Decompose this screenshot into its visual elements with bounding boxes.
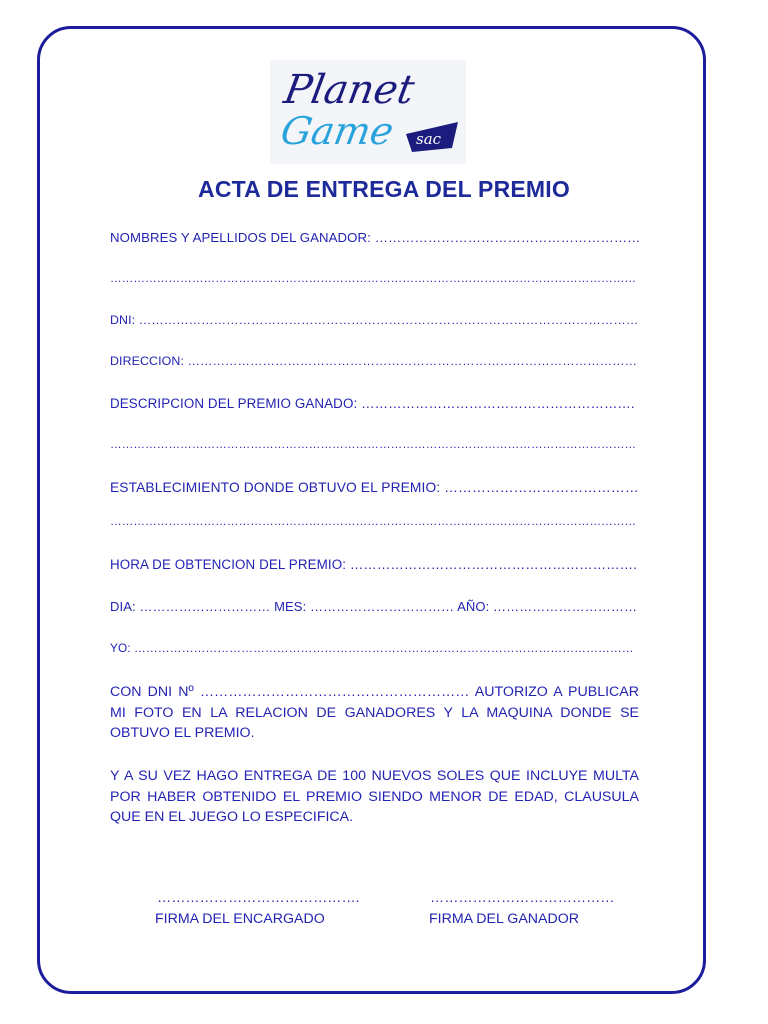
paragraph-entrega: Y A SU VEZ HAGO ENTREGA DE 100 NUEVOS SOLES QUE INCLUYE MULTA POR HABER OBTENIDO EL PREMIO SIENDO MENOR DE EDAD, CLAUSULA QUE EN EL JUEGO LO ESPECIFICA. bbox=[110, 768, 639, 825]
signature-line-encargado: ……………………………………. bbox=[157, 890, 360, 906]
field-nombres-continuation: ……………………………………………………………………………………………………………………… bbox=[110, 272, 637, 285]
logo-graphic bbox=[270, 60, 466, 164]
field-descripcion: DESCRIPCION DEL PREMIO GANADO: ……………………………………………………. bbox=[110, 396, 635, 411]
field-establecimiento-continuation: ……………………………………………………………………………………………………………………… bbox=[110, 515, 637, 528]
signature-line-ganador: ………………………………… bbox=[430, 890, 615, 906]
signature-label-encargado: FIRMA DEL ENCARGADO bbox=[155, 911, 325, 927]
page-border bbox=[37, 26, 706, 994]
planet-game-logo bbox=[270, 60, 466, 164]
logo-game-text: Game bbox=[277, 109, 397, 154]
field-hora: HORA DE OBTENCION DEL PREMIO: ………………………………………………………. bbox=[110, 557, 637, 572]
field-nombres: NOMBRES Y APELLIDOS DEL GANADOR: …………………………………………………… bbox=[110, 230, 641, 245]
logo-planet-text: Planet bbox=[280, 66, 418, 113]
field-fecha: DIA: ………………………… MES: …………………………… AÑO: …………………………… bbox=[110, 599, 638, 614]
field-descripcion-continuation: ……………………………………………………………………………………………………………………… bbox=[110, 438, 637, 451]
field-yo: YO: ……………………………………………………………………………………………………………… bbox=[110, 641, 634, 655]
field-direccion: DIRECCION: ……………………………………………………………………………………………… bbox=[110, 354, 638, 368]
logo-sac-text: sac bbox=[416, 130, 442, 148]
field-establecimiento: ESTABLECIMIENTO DONDE OBTUVO EL PREMIO: …………………………………… bbox=[110, 480, 639, 495]
document-title: ACTA DE ENTREGA DEL PREMIO bbox=[198, 176, 570, 202]
signature-label-ganador: FIRMA DEL GANADOR bbox=[429, 911, 580, 927]
field-dni: DNI: ………………………………………………………………………………………………………… bbox=[110, 313, 639, 327]
paragraph-autorizo: CON DNI Nº ………………………………………………… AUTORIZO A PUBLICAR MI FOTO EN LA RELACION DE GANADORES Y LA MAQUINA DONDE SE OBTUVO EL PREMIO. bbox=[110, 684, 639, 741]
